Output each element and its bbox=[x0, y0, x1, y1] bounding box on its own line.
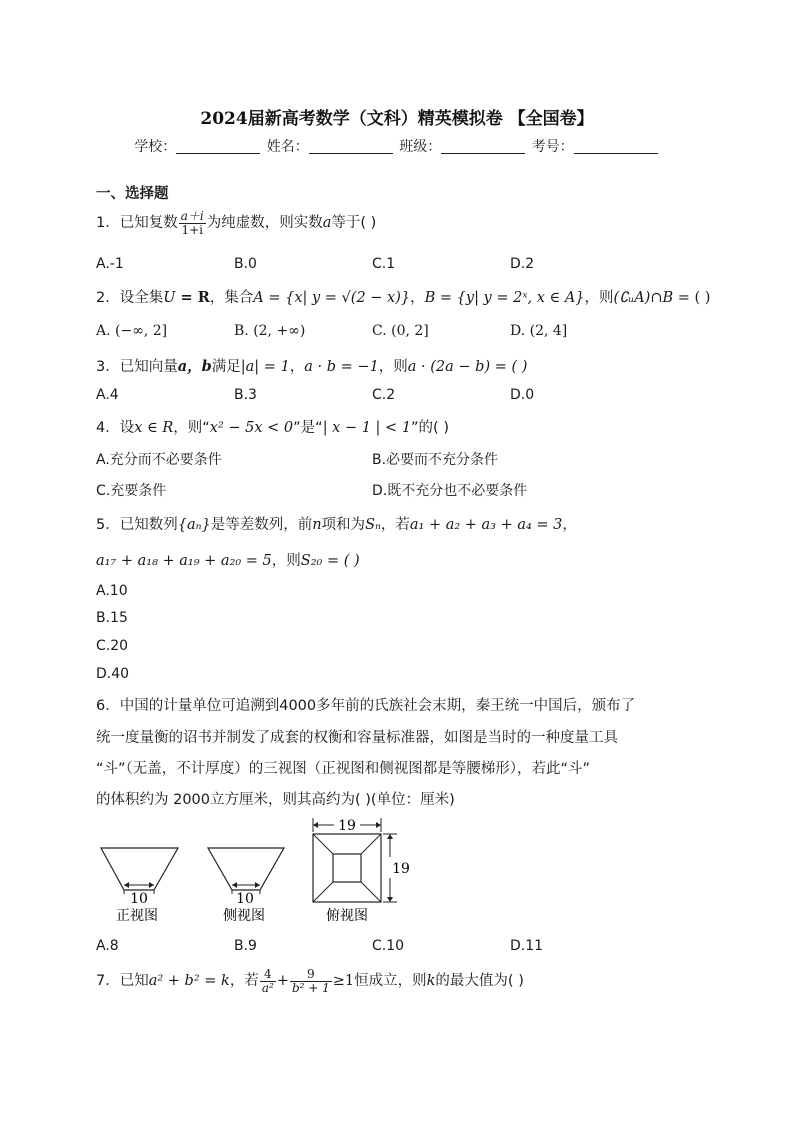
option-a[interactable]: A.-1 bbox=[96, 256, 124, 272]
question-number: 1． bbox=[96, 215, 120, 232]
school-label: 学校： bbox=[134, 139, 177, 155]
question-text: 为纯虚数，则实数 bbox=[206, 215, 323, 232]
question-6-line-2: 统一度量衡的诏书并制发了成套的权衡和容量标准器，如图是当时的一种度量工具 bbox=[96, 730, 618, 746]
math-expression: a₁₇ + a₁₈ + a₁₉ + a₂₀ = 5 bbox=[96, 553, 272, 569]
question-text: ，则 bbox=[271, 553, 301, 569]
question-7 bbox=[96, 968, 524, 994]
option-a[interactable]: A.8 bbox=[96, 938, 119, 954]
option-d[interactable]: D.40 bbox=[96, 666, 130, 682]
question-text: 的最大值为( ) bbox=[435, 973, 524, 990]
punctuation: ， bbox=[289, 359, 305, 375]
option-d[interactable]: D.2 bbox=[510, 256, 535, 272]
math-expression: |a| = 1 bbox=[240, 359, 290, 375]
option-d[interactable]: D.11 bbox=[510, 938, 544, 954]
question-text: 已知 bbox=[119, 973, 149, 990]
option-b[interactable]: B.9 bbox=[234, 938, 257, 954]
math-expression: x ∈ R bbox=[134, 420, 174, 436]
top-view-width-dimension: 19 bbox=[338, 818, 356, 834]
math-expression: ≥1 bbox=[332, 973, 355, 990]
question-text: ，则“ bbox=[173, 420, 210, 436]
side-view-dimension: 10 bbox=[236, 891, 254, 907]
option-d[interactable]: D.既不充分也不必要条件 bbox=[372, 483, 528, 499]
math-expression: {aₙ} bbox=[177, 517, 211, 533]
option-c[interactable]: C.2 bbox=[372, 387, 396, 403]
option-b[interactable]: B.15 bbox=[96, 610, 128, 626]
math-variable: U bbox=[163, 290, 176, 306]
top-view-label: 俯视图 bbox=[326, 908, 368, 924]
school-blank[interactable] bbox=[176, 139, 260, 154]
question-text: ，若 bbox=[229, 973, 259, 990]
math-expression: = R bbox=[175, 289, 210, 306]
question-text: ”的( ) bbox=[411, 420, 449, 436]
name-label: 姓名： bbox=[266, 139, 309, 155]
question-6-line-3: “斗”（无盖，不计厚度）的三视图（正视图和侧视图都是等腰梯形），若此“斗” bbox=[96, 761, 591, 777]
question-2 bbox=[96, 286, 710, 307]
math-expression: Sₙ bbox=[365, 517, 381, 533]
name-blank[interactable] bbox=[309, 139, 393, 154]
section-title: 一、选择题 bbox=[96, 186, 169, 202]
class-blank[interactable] bbox=[441, 139, 525, 154]
math-expression: a，b bbox=[177, 358, 212, 375]
math-expression: a₁ + a₂ + a₃ + a₄ = 3 bbox=[409, 517, 563, 533]
math-expression: a · (2a − b) = ( ) bbox=[407, 359, 528, 375]
question-5-line-2 bbox=[96, 549, 360, 570]
question-text: ”是“ bbox=[293, 420, 323, 436]
question-text: 恒成立，则 bbox=[354, 973, 427, 990]
question-6-line-4: 的体积约为 2000立方厘米，则其高约为( )(单位：厘米) bbox=[96, 792, 455, 808]
exam-number-blank[interactable] bbox=[574, 139, 658, 154]
front-view bbox=[101, 848, 178, 924]
option-a[interactable]: A.充分而不必要条件 bbox=[96, 452, 222, 468]
option-c[interactable]: C.1 bbox=[372, 256, 396, 272]
question-4 bbox=[96, 416, 449, 437]
math-expression: B = {y| y = 2ˣ, x ∈ A} bbox=[424, 290, 585, 306]
exam-number-label: 考号： bbox=[531, 139, 574, 155]
option-c[interactable]: C.20 bbox=[96, 638, 129, 654]
question-text: ，若 bbox=[380, 517, 410, 533]
math-expression: x² − 5x < 0 bbox=[209, 420, 294, 436]
math-variable: n bbox=[312, 517, 322, 533]
question-5 bbox=[96, 513, 577, 534]
top-view-height-dimension: 19 bbox=[392, 861, 410, 877]
option-b[interactable]: B. (2, +∞) bbox=[234, 323, 306, 339]
fraction-numerator: 4 bbox=[263, 967, 272, 981]
fraction-denominator: 1+i bbox=[179, 223, 206, 237]
question-text: 设 bbox=[119, 420, 135, 436]
question-number: 2． bbox=[96, 290, 120, 306]
option-a[interactable]: A. (−∞, 2] bbox=[96, 323, 168, 339]
fraction-numerator: 9 bbox=[307, 967, 315, 981]
option-c[interactable]: C.充要条件 bbox=[96, 483, 167, 499]
option-b[interactable]: B.0 bbox=[234, 256, 257, 272]
option-a[interactable]: A.10 bbox=[96, 583, 128, 599]
math-expression: S₂₀ = ( ) bbox=[300, 553, 360, 569]
question-number: 3． bbox=[96, 359, 120, 375]
option-b[interactable]: B.3 bbox=[234, 387, 257, 403]
math-expression: | x − 1 | < 1 bbox=[322, 420, 412, 436]
option-d[interactable]: D. (2, 4] bbox=[510, 323, 568, 339]
option-c[interactable]: C. (0, 2] bbox=[372, 323, 429, 339]
fraction-denominator: b² + 1 bbox=[291, 980, 330, 995]
question-text: 等于( ) bbox=[331, 215, 377, 232]
question-1 bbox=[96, 210, 376, 236]
front-view-dimension: 10 bbox=[130, 891, 148, 907]
question-number: 5． bbox=[96, 517, 120, 533]
question-text: ，集合 bbox=[209, 290, 254, 306]
punctuation: ， bbox=[410, 290, 425, 306]
class-label: 班级： bbox=[399, 139, 442, 155]
punctuation: ， bbox=[562, 517, 577, 533]
question-text: 已知数列 bbox=[119, 517, 178, 533]
fraction-denominator: a² bbox=[261, 980, 274, 995]
question-3 bbox=[96, 355, 527, 376]
question-text: 已知向量 bbox=[119, 359, 178, 375]
fraction bbox=[260, 968, 276, 994]
fraction bbox=[179, 210, 206, 236]
question-text: 满足 bbox=[211, 359, 241, 375]
option-b[interactable]: B.必要而不充分条件 bbox=[372, 452, 499, 468]
question-text: 是等差数列，前 bbox=[210, 517, 313, 533]
fraction bbox=[290, 968, 332, 994]
math-expression: a² + b² = k bbox=[148, 973, 230, 990]
question-text: ，则 bbox=[378, 359, 408, 375]
question-text: ，则 bbox=[584, 290, 614, 306]
math-variable: a bbox=[322, 215, 332, 232]
math-variable: k bbox=[426, 973, 436, 990]
side-view bbox=[208, 848, 284, 924]
option-c[interactable]: C.10 bbox=[372, 938, 405, 954]
fraction-numerator: a＋i bbox=[180, 209, 204, 223]
option-d[interactable]: D.0 bbox=[510, 387, 535, 403]
math-expression: A = {x| y = √(2 − x)} bbox=[253, 290, 411, 306]
question-text: = ( ) bbox=[673, 290, 711, 306]
question-text: 项和为 bbox=[321, 517, 366, 533]
question-number: 7． bbox=[96, 973, 120, 990]
question-text: 设全集 bbox=[119, 290, 164, 306]
math-expression: a · b = −1 bbox=[304, 359, 379, 375]
side-view-label: 侧视图 bbox=[223, 908, 265, 924]
option-a[interactable]: A.4 bbox=[96, 387, 119, 403]
student-info-line bbox=[0, 136, 794, 156]
math-operator: + bbox=[276, 973, 289, 990]
exam-title: 2024届新高考数学（文科）精英模拟卷 【全国卷】 bbox=[200, 109, 594, 129]
front-view-label: 正视图 bbox=[116, 908, 158, 924]
question-6-line-1: 6．中国的计量单位可追溯到4000多年前的氏族社会末期，秦王统一中国后，颁布了 bbox=[96, 698, 636, 714]
three-view-figure bbox=[90, 812, 410, 930]
math-expression: (∁ᵤA)∩B bbox=[613, 290, 674, 306]
question-text: 已知复数 bbox=[119, 215, 178, 232]
top-view bbox=[313, 818, 410, 924]
question-number: 4． bbox=[96, 420, 120, 436]
